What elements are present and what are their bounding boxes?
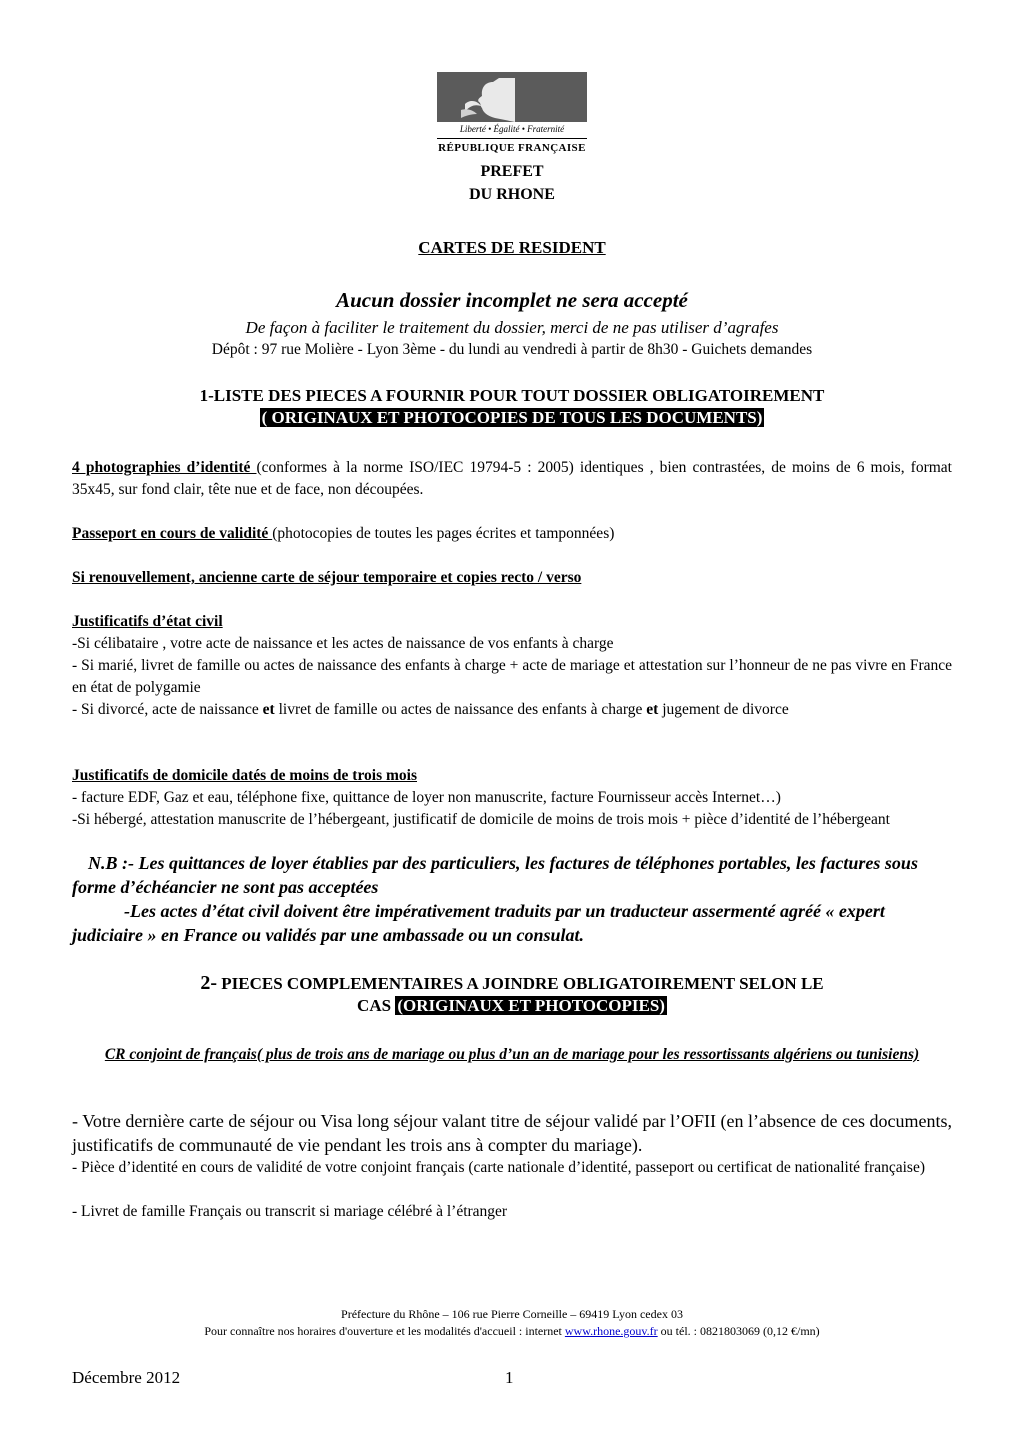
footer-address: Préfecture du Rhône – 106 rue Pierre Corneille – 69419 Lyon cedex 03 xyxy=(341,1307,683,1321)
civil-divorced-and-1: et xyxy=(262,701,275,718)
logo-motto: Liberté • Égalité • Fraternité xyxy=(459,124,565,134)
footer-hours-post: ou tél. : 0821803069 (0,12 €/mn) xyxy=(657,1324,820,1338)
civil-divorced-e: jugement de divorce xyxy=(658,701,789,718)
logo-republique: RÉPUBLIQUE FRANÇAISE xyxy=(437,138,587,154)
civil-divorced xyxy=(72,699,952,721)
civil-single: -Si célibataire , votre acte de naissance et les actes de naissance de vos enfants à charge xyxy=(72,635,614,652)
marianne-emblem xyxy=(437,72,587,122)
footer-hours-pre: Pour connaître nos horaires d'ouverture et les modalités d'accueil : internet xyxy=(204,1324,565,1338)
staple-note: De façon à faciliter le traitement du dossier, merci de ne pas utiliser d’agrafes xyxy=(245,318,779,337)
section1-title: 1-LISTE DES PIECES A FOURNIR POUR TOUT DOSSIER OBLIGATOIREMENT xyxy=(199,386,825,405)
footer-hours xyxy=(72,1324,952,1339)
section1-subtitle: ( ORIGINAUX ET PHOTOCOPIES DE TOUS LES DOCUMENTS) xyxy=(261,408,763,427)
nb-note-translation: -Les actes d’état civil doivent être impérativement traduits par un traducteur assermenté agréé « expert judiciaire » en France ou validés par une ambassade ou un consulat. xyxy=(72,901,885,945)
prefet-label: PREFET xyxy=(480,163,544,180)
photos-heading: 4 photographies d’identité xyxy=(72,459,257,476)
domicile-heading: Justificatifs de domicile datés de moins de trois mois xyxy=(72,767,418,784)
page-number: 1 xyxy=(505,1368,514,1387)
section2-title-line2 xyxy=(72,996,952,1016)
cr-conjoint-title: CR conjoint de français( plus de trois ans de mariage ou plus d’un an de mariage pour les ressortissants algériens ou tunisiens) xyxy=(104,1046,920,1063)
incomplete-warning: Aucun dossier incomplet ne sera accepté xyxy=(336,288,688,312)
section2-title-1: PIECES COMPLEMENTAIRES A JOINDRE OBLIGATOIREMENT SELON LE xyxy=(217,974,824,993)
nb-note-receipts: N.B :- Les quittances de loyer établies par des particuliers, les factures de téléphones portables, les factures sous forme d’échéancier ne sont pas acceptées xyxy=(72,853,918,897)
conjoint-item-2: - Pièce d’identité en cours de validité de votre conjoint français (carte nationale d’identité, passeport ou certificat de nationalité française) xyxy=(72,1159,925,1176)
civil-married: - Si marié, livret de famille ou actes de naissance des enfants à charge + acte de mariage et attestation sur l’honneur de ne pas vivre en France en état de polygamie xyxy=(72,657,952,696)
prefecture-website-link[interactable]: www.rhone.gouv.fr xyxy=(564,1324,658,1338)
section2-number: 2- xyxy=(200,972,218,994)
renewal-line: Si renouvellement, ancienne carte de séjour temporaire et copies recto / verso xyxy=(72,569,582,586)
du-rhone-label: DU RHONE xyxy=(469,186,555,203)
document-title: CARTES DE RESIDENT xyxy=(418,238,606,257)
civil-divorced-a: - Si divorcé, acte de naissance xyxy=(72,701,263,718)
passport-heading: Passeport en cours de validité xyxy=(72,525,273,542)
section2-title-box: (ORIGINAUX ET PHOTOCOPIES) xyxy=(397,996,665,1015)
republique-francaise-logo xyxy=(437,72,587,160)
section2-title-2: CAS xyxy=(357,996,396,1015)
conjoint-item-3: - Livret de famille Français ou transcrit si mariage célébré à l’étranger xyxy=(72,1203,508,1220)
domicile-bills: - facture EDF, Gaz et eau, téléphone fixe, quittance de loyer non manuscrite, facture Fournisseur accès Internet…) xyxy=(72,789,781,806)
section1-subtitle-row xyxy=(72,408,952,428)
passport-paragraph xyxy=(72,523,952,545)
passport-text: (photocopies de toutes les pages écrites et tamponnées) xyxy=(272,525,615,542)
footer-date: Décembre 2012 xyxy=(72,1368,181,1387)
depot-address: Dépôt : 97 rue Molière - Lyon 3ème - du lundi au vendredi à partir de 8h30 - Guichets demandes xyxy=(211,341,813,358)
conjoint-item-1: - Votre dernière carte de séjour ou Visa long séjour valant titre de séjour validé par l’OFII (en l’absence de ces documents, justificatifs de communauté de vie pendant les trois ans à compter du mariage). xyxy=(72,1111,952,1155)
photos-paragraph xyxy=(72,457,952,501)
domicile-hosted: -Si hébergé, attestation manuscrite de l’hébergeant, justificatif de domicile de moins de trois mois + pièce d’identité de l’hébergeant xyxy=(72,811,890,828)
civil-status-heading: Justificatifs d’état civil xyxy=(72,613,223,630)
section2-title-line1 xyxy=(72,972,952,995)
civil-divorced-and-2: et xyxy=(646,701,659,718)
photos-text: (conformes à la norme ISO/IEC 19794-5 : 2005) identiques , bien contrastées, de moins de 6 mois, format 35x45, sur fond clair, tête nue et de face, non découpées. xyxy=(72,459,952,498)
civil-divorced-c: livret de famille ou actes de naissance des enfants à charge xyxy=(274,701,647,718)
marianne-profile-icon xyxy=(455,78,515,122)
